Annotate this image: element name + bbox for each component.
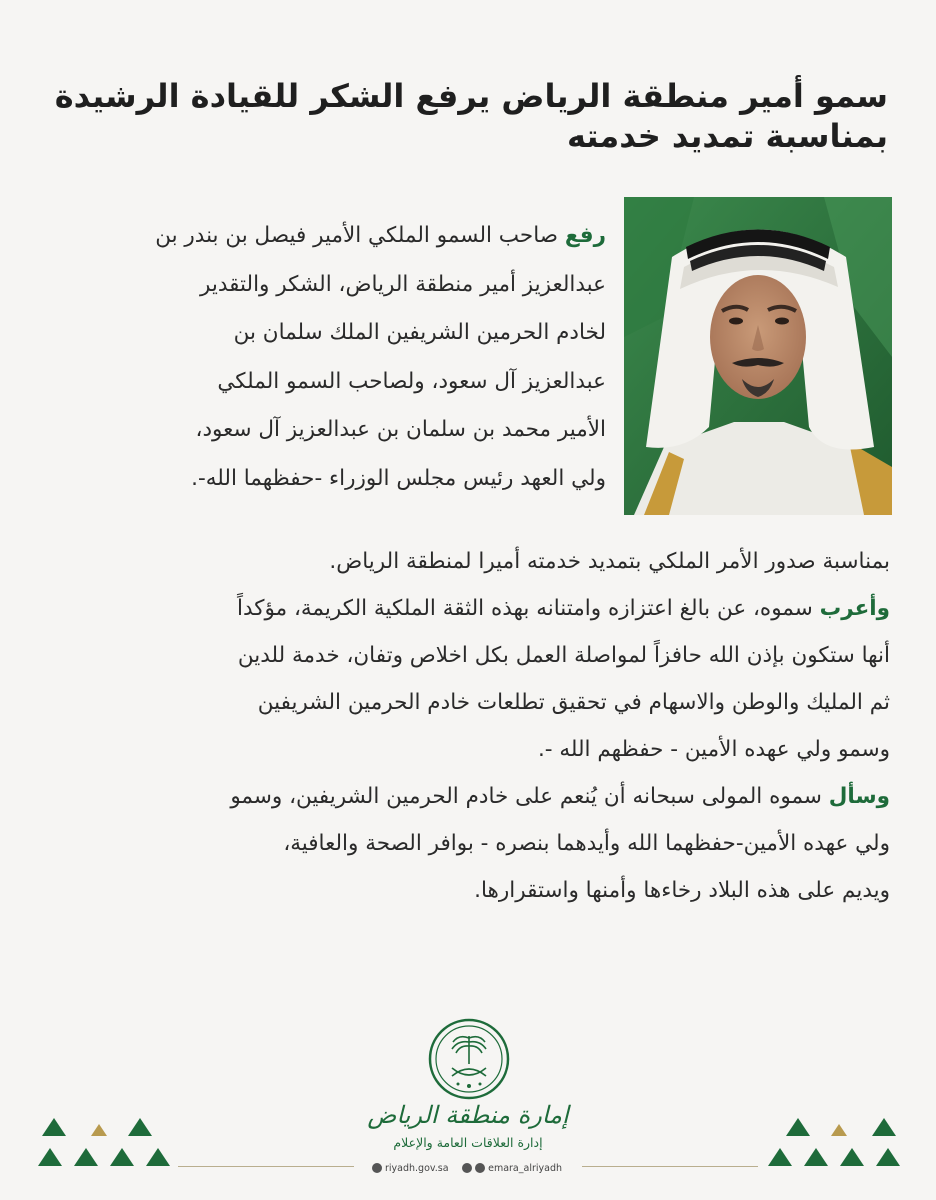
lead-line-1-text: صاحب السمو الملكي الأمير فيصل بن بندر بن xyxy=(155,223,565,248)
page-title xyxy=(48,76,888,156)
footer-divider-right xyxy=(582,1166,758,1167)
footer-divider-left xyxy=(178,1166,354,1167)
p3-line-3: ويديم على هذه البلاد رخاءها وأمنها واستقرارها. xyxy=(474,878,890,903)
website-text: riyadh.gov.sa xyxy=(385,1162,449,1174)
body-line-1: بمناسبة صدور الأمر الملكي بتمديد خدمته أميرا لمنطقة الرياض. xyxy=(329,549,890,574)
lead-keyword: رفع xyxy=(564,223,606,248)
title-line-1: سمو أمير منطقة الرياض يرفع الشكر للقيادة الرشيدة xyxy=(54,77,888,115)
department-subtitle: إدارة العلاقات العامة والإعلام xyxy=(393,1135,543,1150)
instagram-icon xyxy=(475,1163,485,1173)
globe-icon xyxy=(372,1163,382,1173)
lead-paragraph xyxy=(46,212,606,503)
p3-line-1 xyxy=(40,773,890,820)
social-handle-link[interactable] xyxy=(462,1163,562,1174)
lead-line-4: عبدالعزيز آل سعود، ولصاحب السمو الملكي xyxy=(217,368,606,394)
lead-line-1 xyxy=(46,212,606,261)
x-logo-icon xyxy=(462,1163,472,1173)
p2-line-4: وسمو ولي عهده الأمين - حفظهم الله -. xyxy=(537,737,890,762)
p3-keyword: وسأل xyxy=(828,784,890,809)
p2-line-1 xyxy=(40,585,890,632)
portrait-photo xyxy=(624,197,892,515)
decor-triangles-left xyxy=(36,1116,176,1172)
saudi-emblem-palm-swords-icon xyxy=(428,1018,510,1100)
p2-line-2: أنها ستكون بإذن الله حافزاً لمواصلة العمل بكل اخلاص وتفان، خدمة للدين xyxy=(237,643,890,668)
lead-line-5: الأمير محمد بن سلمان بن عبدالعزيز آل سعود، xyxy=(195,417,606,442)
lead-line-3: لخادم الحرمين الشريفين الملك سلمان بن xyxy=(233,320,606,345)
decor-triangles-right xyxy=(762,1116,902,1172)
portrait-illustration xyxy=(624,197,892,515)
department-calligraphy: إمارة منطقة الرياض xyxy=(367,1101,569,1129)
lead-line-6: ولي العهد رئيس مجلس الوزراء -حفظهما الله-. xyxy=(191,465,606,491)
social-links xyxy=(372,1160,562,1176)
lead-line-2: عبدالعزيز أمير منطقة الرياض، الشكر والتقدير xyxy=(200,271,606,297)
p2-line-3: ثم المليك والوطن والاسهام في تحقيق تطلعات خادم الحرمين الشريفين xyxy=(257,690,890,715)
title-line-2: بمناسبة تمديد خدمته xyxy=(566,117,888,155)
p3-line-1-text: سموه المولى سبحانه أن يُنعم على خادم الحرمين الشريفين، وسمو xyxy=(230,784,829,809)
website-link[interactable] xyxy=(372,1163,449,1174)
p2-line-1-text: سموه، عن بالغ اعتزازه وامتنانه بهذه الثقة الملكية الكريمة، مؤكداً xyxy=(237,596,820,621)
p2-keyword: وأعرب xyxy=(819,596,890,621)
social-handle-text: emara_alriyadh xyxy=(488,1162,562,1174)
body-paragraphs xyxy=(40,538,890,914)
p3-line-2: ولي عهده الأمين-حفظهما الله وأيدهما بنصره - بوافر الصحة والعافية، xyxy=(283,831,890,856)
